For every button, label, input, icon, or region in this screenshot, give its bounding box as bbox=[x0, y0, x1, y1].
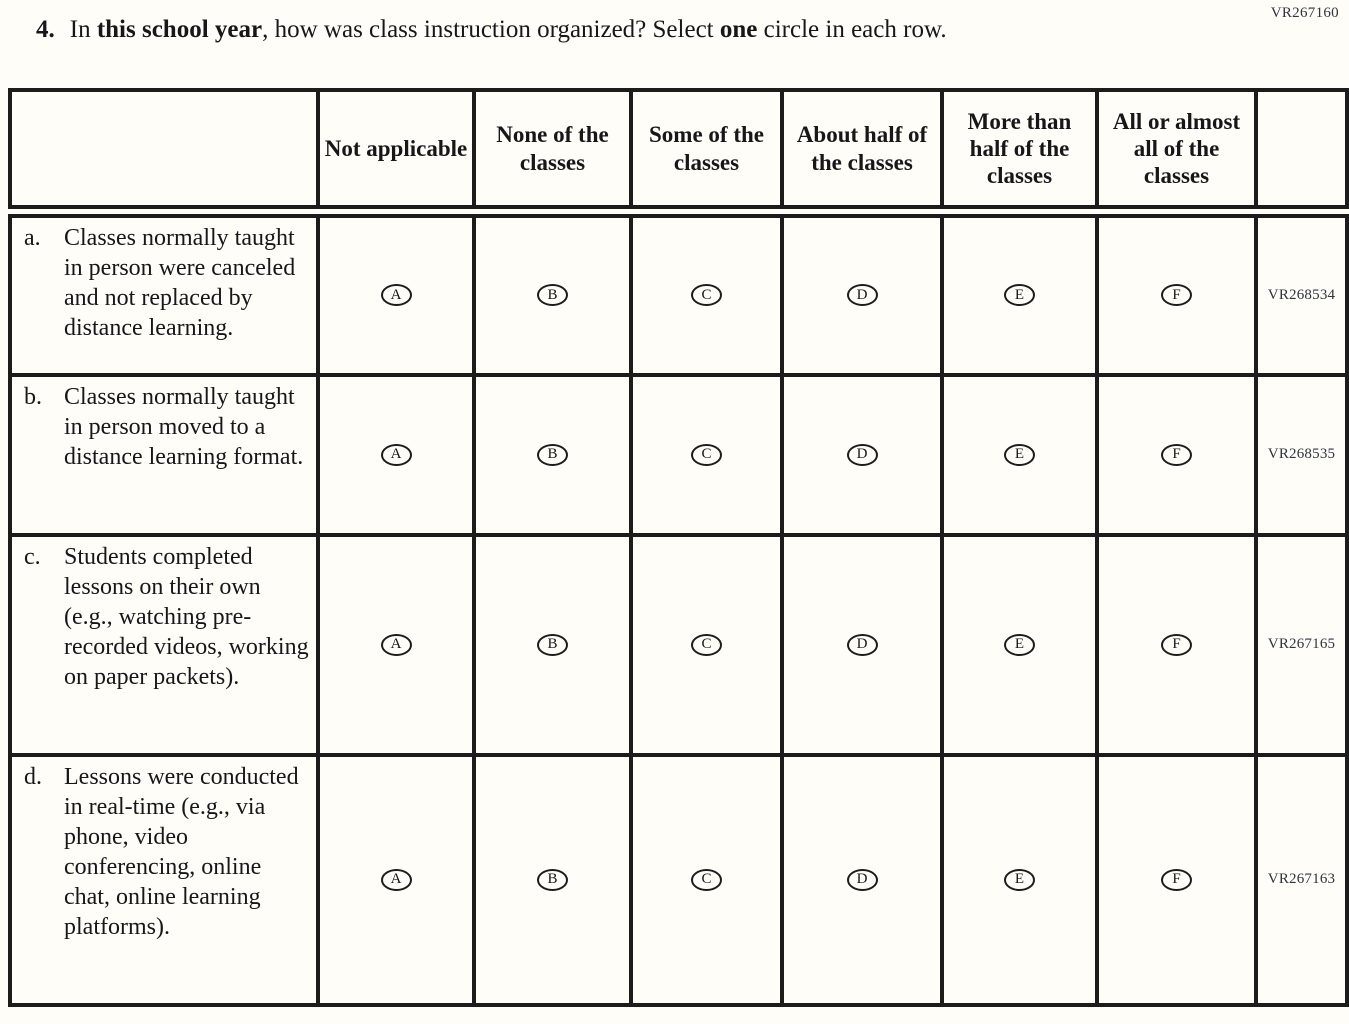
radio-bubble-d[interactable]: D bbox=[847, 634, 878, 656]
question-text-segment: In bbox=[69, 16, 97, 43]
option-cell bbox=[631, 375, 782, 535]
radio-bubble-a[interactable]: A bbox=[381, 634, 412, 656]
option-cell bbox=[318, 535, 474, 755]
row-stub bbox=[10, 535, 318, 755]
option-cell bbox=[782, 755, 942, 1005]
option-cell bbox=[318, 755, 474, 1005]
option-cell bbox=[782, 212, 942, 375]
col-header-all-or-almost-all: All or almost all of the classes bbox=[1097, 90, 1256, 212]
col-header-not-applicable: Not applicable bbox=[318, 90, 474, 212]
option-cell bbox=[782, 535, 942, 755]
option-cell bbox=[942, 755, 1097, 1005]
table-row-c bbox=[10, 535, 1347, 755]
option-cell bbox=[474, 375, 631, 535]
table-row-d bbox=[10, 755, 1347, 1005]
option-cell bbox=[942, 212, 1097, 375]
row-code: VR268535 bbox=[1256, 375, 1347, 535]
radio-bubble-e[interactable]: E bbox=[1004, 634, 1035, 656]
row-code: VR267163 bbox=[1256, 755, 1347, 1005]
table-row-b bbox=[10, 375, 1347, 535]
row-code: VR268534 bbox=[1256, 212, 1347, 375]
option-cell bbox=[631, 535, 782, 755]
option-cell bbox=[942, 535, 1097, 755]
question-text-bold: one bbox=[719, 16, 758, 43]
col-header-more-than-half: More than half of the classes bbox=[942, 90, 1097, 212]
response-grid bbox=[8, 88, 1349, 1007]
row-stub bbox=[10, 755, 318, 1005]
radio-bubble-c[interactable]: C bbox=[691, 869, 722, 891]
radio-bubble-b[interactable]: B bbox=[537, 284, 568, 306]
option-cell bbox=[1097, 375, 1256, 535]
question-text-bold: this school year bbox=[96, 16, 263, 43]
row-statement: Classes normally taught in person moved to a distance learning format. bbox=[64, 383, 304, 470]
row-statement: Students completed lessons on their own (e.g., watching pre-recorded videos, working on paper packets). bbox=[64, 543, 309, 690]
radio-bubble-a[interactable]: A bbox=[381, 284, 412, 306]
radio-bubble-c[interactable]: C bbox=[691, 634, 722, 656]
header-code-blank bbox=[1256, 90, 1347, 212]
row-letter: a. bbox=[24, 225, 41, 251]
row-stub bbox=[10, 212, 318, 375]
option-cell bbox=[474, 755, 631, 1005]
radio-bubble-e[interactable]: E bbox=[1004, 444, 1035, 466]
radio-bubble-a[interactable]: A bbox=[381, 444, 412, 466]
option-cell bbox=[1097, 755, 1256, 1005]
option-cell bbox=[1097, 212, 1256, 375]
radio-bubble-e[interactable]: E bbox=[1004, 869, 1035, 891]
radio-bubble-a[interactable]: A bbox=[381, 869, 412, 891]
option-cell bbox=[631, 212, 782, 375]
radio-bubble-f[interactable]: F bbox=[1161, 634, 1192, 656]
option-cell bbox=[474, 212, 631, 375]
row-code: VR267165 bbox=[1256, 535, 1347, 755]
option-cell bbox=[942, 375, 1097, 535]
header-row bbox=[10, 90, 1347, 212]
radio-bubble-f[interactable]: F bbox=[1161, 444, 1192, 466]
question-number: 4. bbox=[36, 16, 55, 43]
option-cell bbox=[318, 375, 474, 535]
question-4 bbox=[36, 14, 1259, 45]
row-statement: Classes normally taught in person were canceled and not replaced by distance learning. bbox=[64, 225, 296, 341]
form-code: VR267160 bbox=[1270, 5, 1339, 21]
radio-bubble-f[interactable]: F bbox=[1161, 284, 1192, 306]
option-cell bbox=[1097, 535, 1256, 755]
radio-bubble-d[interactable]: D bbox=[847, 444, 878, 466]
radio-bubble-e[interactable]: E bbox=[1004, 284, 1035, 306]
option-cell bbox=[474, 535, 631, 755]
radio-bubble-d[interactable]: D bbox=[847, 284, 878, 306]
row-letter: b. bbox=[24, 383, 42, 410]
question-text-segment: , how was class instruction organized? Select bbox=[262, 16, 720, 43]
radio-bubble-f[interactable]: F bbox=[1161, 869, 1192, 891]
option-cell bbox=[782, 375, 942, 535]
radio-bubble-c[interactable]: C bbox=[691, 284, 722, 306]
radio-bubble-c[interactable]: C bbox=[691, 444, 722, 466]
col-header-some-of-classes: Some of the classes bbox=[631, 90, 782, 212]
col-header-about-half: About half of the classes bbox=[782, 90, 942, 212]
row-statement: Lessons were conducted in real-time (e.g., via phone, video conferencing, online chat, online learning platforms). bbox=[64, 763, 299, 940]
row-letter: c. bbox=[24, 543, 41, 570]
option-cell bbox=[318, 212, 474, 375]
col-header-none-of-classes: None of the classes bbox=[474, 90, 631, 212]
question-text-segment: circle in each row. bbox=[757, 16, 947, 43]
radio-bubble-d[interactable]: D bbox=[847, 869, 878, 891]
table-row-a bbox=[10, 212, 1347, 375]
radio-bubble-b[interactable]: B bbox=[537, 444, 568, 466]
option-cell bbox=[631, 755, 782, 1005]
radio-bubble-b[interactable]: B bbox=[537, 869, 568, 891]
header-blank bbox=[10, 90, 318, 212]
row-stub bbox=[10, 375, 318, 535]
row-letter: d. bbox=[24, 763, 42, 790]
radio-bubble-b[interactable]: B bbox=[537, 634, 568, 656]
